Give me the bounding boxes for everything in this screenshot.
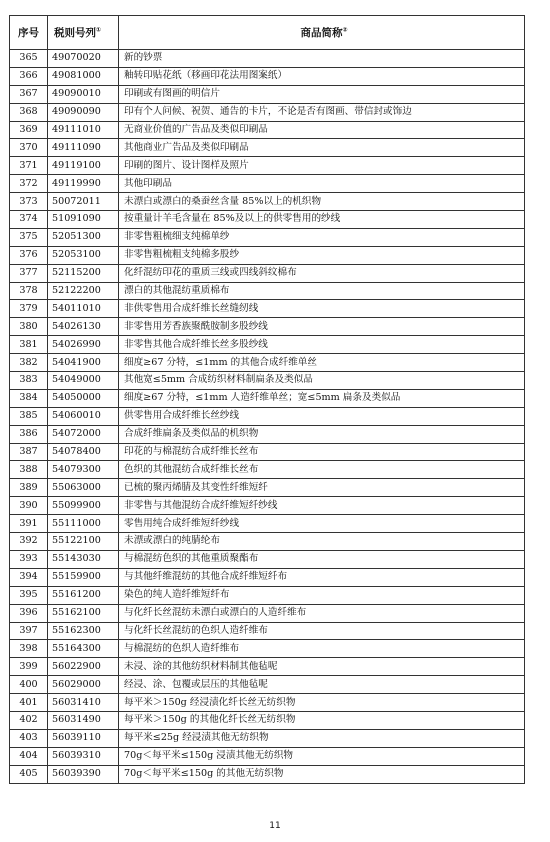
- row-commodity-name: 非零售用芳香族聚酰胺制多股纱线: [119, 318, 525, 336]
- row-tariff-code: 54026130: [48, 318, 119, 336]
- table-row: [10, 461, 525, 479]
- row-tariff-code: 55143030: [48, 550, 119, 568]
- row-commodity-name: 零售用纯合成纤维短纤纱线: [119, 515, 525, 533]
- table-row: [10, 407, 525, 425]
- row-index: 405: [10, 765, 48, 783]
- row-commodity-name: 未漂白或漂白的桑蚕丝含量 85%以上的机织物: [119, 193, 525, 211]
- row-tariff-code: 56031410: [48, 694, 119, 712]
- table-row: [10, 676, 525, 694]
- row-commodity-name: 非零售粗梳细支纯棉单纱: [119, 228, 525, 246]
- row-commodity-name: 每平米＞150g 的其他化纤长丝无纺织物: [119, 711, 525, 729]
- row-index: 398: [10, 640, 48, 658]
- header-tariff-code-label: 税则号列: [54, 27, 96, 39]
- row-tariff-code: 56039110: [48, 729, 119, 747]
- row-index: 382: [10, 354, 48, 372]
- table-row: [10, 694, 525, 712]
- header-commodity-name: [119, 16, 525, 50]
- row-tariff-code: 49090010: [48, 85, 119, 103]
- row-commodity-name: 每平米＞150g 经浸渍化纤长丝无纺织物: [119, 694, 525, 712]
- row-index: 401: [10, 694, 48, 712]
- table-row: [10, 85, 525, 103]
- row-commodity-name: 经浸、涂、包覆或层压的其他毡呢: [119, 676, 525, 694]
- row-tariff-code: 54011010: [48, 300, 119, 318]
- row-commodity-name: 与化纤长丝混纺的色织人造纤维布: [119, 622, 525, 640]
- row-tariff-code: 55164300: [48, 640, 119, 658]
- row-commodity-name: 非零售与其他混纺合成纤维短纤纱线: [119, 497, 525, 515]
- row-index: 397: [10, 622, 48, 640]
- header-row: [10, 16, 525, 50]
- table-row: [10, 264, 525, 282]
- row-tariff-code: 56039390: [48, 765, 119, 783]
- row-commodity-name: 釉转印贴花纸（移画印花法用图案纸）: [119, 67, 525, 85]
- row-commodity-name: 漂白的其他混纺重质棉布: [119, 282, 525, 300]
- row-commodity-name: 与化纤长丝混纺未漂白或漂白的人造纤维布: [119, 604, 525, 622]
- row-index: 400: [10, 676, 48, 694]
- row-index: 370: [10, 139, 48, 157]
- table-row: [10, 711, 525, 729]
- row-tariff-code: 54026990: [48, 336, 119, 354]
- row-tariff-code: 55099900: [48, 497, 119, 515]
- header-index: [10, 16, 48, 50]
- row-commodity-name: 新的钞票: [119, 50, 525, 68]
- row-index: 387: [10, 443, 48, 461]
- table-row: [10, 300, 525, 318]
- table-row: [10, 282, 525, 300]
- row-tariff-code: 49119990: [48, 175, 119, 193]
- table-row: [10, 193, 525, 211]
- row-tariff-code: 49111090: [48, 139, 119, 157]
- table-row: [10, 550, 525, 568]
- row-tariff-code: 54041900: [48, 354, 119, 372]
- row-index: 372: [10, 175, 48, 193]
- row-index: 402: [10, 711, 48, 729]
- table-row: [10, 372, 525, 390]
- row-tariff-code: 55162100: [48, 604, 119, 622]
- row-index: 365: [10, 50, 48, 68]
- row-index: 385: [10, 407, 48, 425]
- row-index: 399: [10, 658, 48, 676]
- row-index: 375: [10, 228, 48, 246]
- table-header: [10, 16, 525, 50]
- row-commodity-name: 印刷或有图画的明信片: [119, 85, 525, 103]
- row-commodity-name: 其他印刷品: [119, 175, 525, 193]
- table-row: [10, 425, 525, 443]
- row-index: 371: [10, 157, 48, 175]
- row-tariff-code: 55122100: [48, 533, 119, 551]
- row-index: 384: [10, 389, 48, 407]
- commodity-table: [9, 15, 525, 784]
- header-commodity-name-label: 商品简称: [300, 27, 343, 39]
- table-row: [10, 497, 525, 515]
- row-commodity-name: 每平米≤25g 经浸渍其他无纺织物: [119, 729, 525, 747]
- row-index: 378: [10, 282, 48, 300]
- row-tariff-code: 54049000: [48, 372, 119, 390]
- row-commodity-name: 按重量计羊毛含量在 85%及以上的供零售用的纱线: [119, 211, 525, 229]
- table-row: [10, 139, 525, 157]
- table-row: [10, 533, 525, 551]
- row-tariff-code: 51091090: [48, 211, 119, 229]
- row-index: 374: [10, 211, 48, 229]
- row-tariff-code: 55111000: [48, 515, 119, 533]
- table-row: [10, 568, 525, 586]
- table-row: [10, 586, 525, 604]
- row-commodity-name: 70g＜每平米≤150g 浸渍其他无纺织物: [119, 747, 525, 765]
- row-index: 404: [10, 747, 48, 765]
- row-tariff-code: 49111010: [48, 121, 119, 139]
- row-index: 376: [10, 246, 48, 264]
- row-tariff-code: 55063000: [48, 479, 119, 497]
- row-tariff-code: 54060010: [48, 407, 119, 425]
- row-tariff-code: 54072000: [48, 425, 119, 443]
- row-index: 395: [10, 586, 48, 604]
- row-tariff-code: 52051300: [48, 228, 119, 246]
- row-tariff-code: 49090090: [48, 103, 119, 121]
- row-index: 369: [10, 121, 48, 139]
- row-commodity-name: 细度≥67 分特，≤1mm 人造纤维单丝；宽≤5mm 扁条及类似品: [119, 389, 525, 407]
- table-row: [10, 729, 525, 747]
- row-commodity-name: 其他商业广告品及类似印刷品: [119, 139, 525, 157]
- table-row: [10, 211, 525, 229]
- row-tariff-code: 52122200: [48, 282, 119, 300]
- table-row: [10, 50, 525, 68]
- row-commodity-name: 70g＜每平米≤150g 的其他无纺织物: [119, 765, 525, 783]
- table-row: [10, 389, 525, 407]
- row-commodity-name: 印花的与棉混纺合成纤维长丝布: [119, 443, 525, 461]
- row-commodity-name: 非零售粗梳粗支纯棉多股纱: [119, 246, 525, 264]
- table-row: [10, 336, 525, 354]
- row-tariff-code: 49070020: [48, 50, 119, 68]
- row-tariff-code: 56029000: [48, 676, 119, 694]
- row-index: 377: [10, 264, 48, 282]
- row-commodity-name: 合成纤维扁条及类似品的机织物: [119, 425, 525, 443]
- header-commodity-name-footnote: ②: [342, 26, 348, 34]
- table-row: [10, 640, 525, 658]
- row-tariff-code: 56031490: [48, 711, 119, 729]
- row-tariff-code: 54050000: [48, 389, 119, 407]
- header-tariff-code: [48, 16, 119, 50]
- row-tariff-code: 50072011: [48, 193, 119, 211]
- page-number: 11: [269, 821, 281, 831]
- row-tariff-code: 49119100: [48, 157, 119, 175]
- row-commodity-name: 未漂或漂白的纯腈纶布: [119, 533, 525, 551]
- table-row: [10, 515, 525, 533]
- row-commodity-name: 印有个人问候、祝贺、通告的卡片，不论是否有图画、带信封或饰边: [119, 103, 525, 121]
- row-commodity-name: 与棉混纺的色织人造纤维布: [119, 640, 525, 658]
- row-tariff-code: 54079300: [48, 461, 119, 479]
- table-row: [10, 479, 525, 497]
- row-tariff-code: 54078400: [48, 443, 119, 461]
- table-row: [10, 157, 525, 175]
- row-index: 394: [10, 568, 48, 586]
- table-row: [10, 354, 525, 372]
- row-index: 389: [10, 479, 48, 497]
- row-commodity-name: 染色的纯人造纤维短纤布: [119, 586, 525, 604]
- table-row: [10, 67, 525, 85]
- row-tariff-code: 56022900: [48, 658, 119, 676]
- row-index: 380: [10, 318, 48, 336]
- row-commodity-name: 化纤混纺印花的重质三线或四线斜纹棉布: [119, 264, 525, 282]
- row-tariff-code: 55162300: [48, 622, 119, 640]
- row-commodity-name: 非供零售用合成纤维长丝缝纫线: [119, 300, 525, 318]
- header-index-label: 序号: [18, 27, 39, 39]
- row-index: 366: [10, 67, 48, 85]
- row-index: 379: [10, 300, 48, 318]
- table-row: [10, 121, 525, 139]
- table-row: [10, 228, 525, 246]
- row-index: 383: [10, 372, 48, 390]
- row-index: 390: [10, 497, 48, 515]
- row-commodity-name: 未浸、涂的其他纺织材料制其他毡呢: [119, 658, 525, 676]
- row-tariff-code: 49081000: [48, 67, 119, 85]
- row-commodity-name: 与其他纤维混纺的其他合成纤维短纤布: [119, 568, 525, 586]
- row-index: 367: [10, 85, 48, 103]
- row-commodity-name: 已梳的聚丙烯腈及其变性纤维短纤: [119, 479, 525, 497]
- table-row: [10, 246, 525, 264]
- table-body: [10, 50, 525, 784]
- table-row: [10, 622, 525, 640]
- table-row: [10, 658, 525, 676]
- row-commodity-name: 非零售其他合成纤维长丝多股纱线: [119, 336, 525, 354]
- row-commodity-name: 与棉混纺色织的其他重质聚酯布: [119, 550, 525, 568]
- table-row: [10, 318, 525, 336]
- row-commodity-name: 其他宽≤5mm 合成纺织材料制扁条及类似品: [119, 372, 525, 390]
- row-index: 381: [10, 336, 48, 354]
- row-index: 396: [10, 604, 48, 622]
- row-commodity-name: 色织的其他混纺合成纤维长丝布: [119, 461, 525, 479]
- table-row: [10, 443, 525, 461]
- row-tariff-code: 56039310: [48, 747, 119, 765]
- row-tariff-code: 55161200: [48, 586, 119, 604]
- row-index: 392: [10, 533, 48, 551]
- table-row: [10, 747, 525, 765]
- row-tariff-code: 52053100: [48, 246, 119, 264]
- table-row: [10, 103, 525, 121]
- row-index: 388: [10, 461, 48, 479]
- row-commodity-name: 细度≥67 分特，≤1mm 的其他合成纤维单丝: [119, 354, 525, 372]
- header-tariff-code-footnote: ①: [96, 26, 102, 34]
- row-index: 386: [10, 425, 48, 443]
- row-index: 391: [10, 515, 48, 533]
- table-row: [10, 604, 525, 622]
- row-tariff-code: 52115200: [48, 264, 119, 282]
- row-commodity-name: 无商业价值的广告品及类似印刷品: [119, 121, 525, 139]
- row-index: 393: [10, 550, 48, 568]
- row-index: 368: [10, 103, 48, 121]
- table-row: [10, 175, 525, 193]
- row-commodity-name: 印刷的图片、设计图样及照片: [119, 157, 525, 175]
- table-row: [10, 765, 525, 783]
- row-commodity-name: 供零售用合成纤维长丝纱线: [119, 407, 525, 425]
- row-tariff-code: 55159900: [48, 568, 119, 586]
- row-index: 403: [10, 729, 48, 747]
- row-index: 373: [10, 193, 48, 211]
